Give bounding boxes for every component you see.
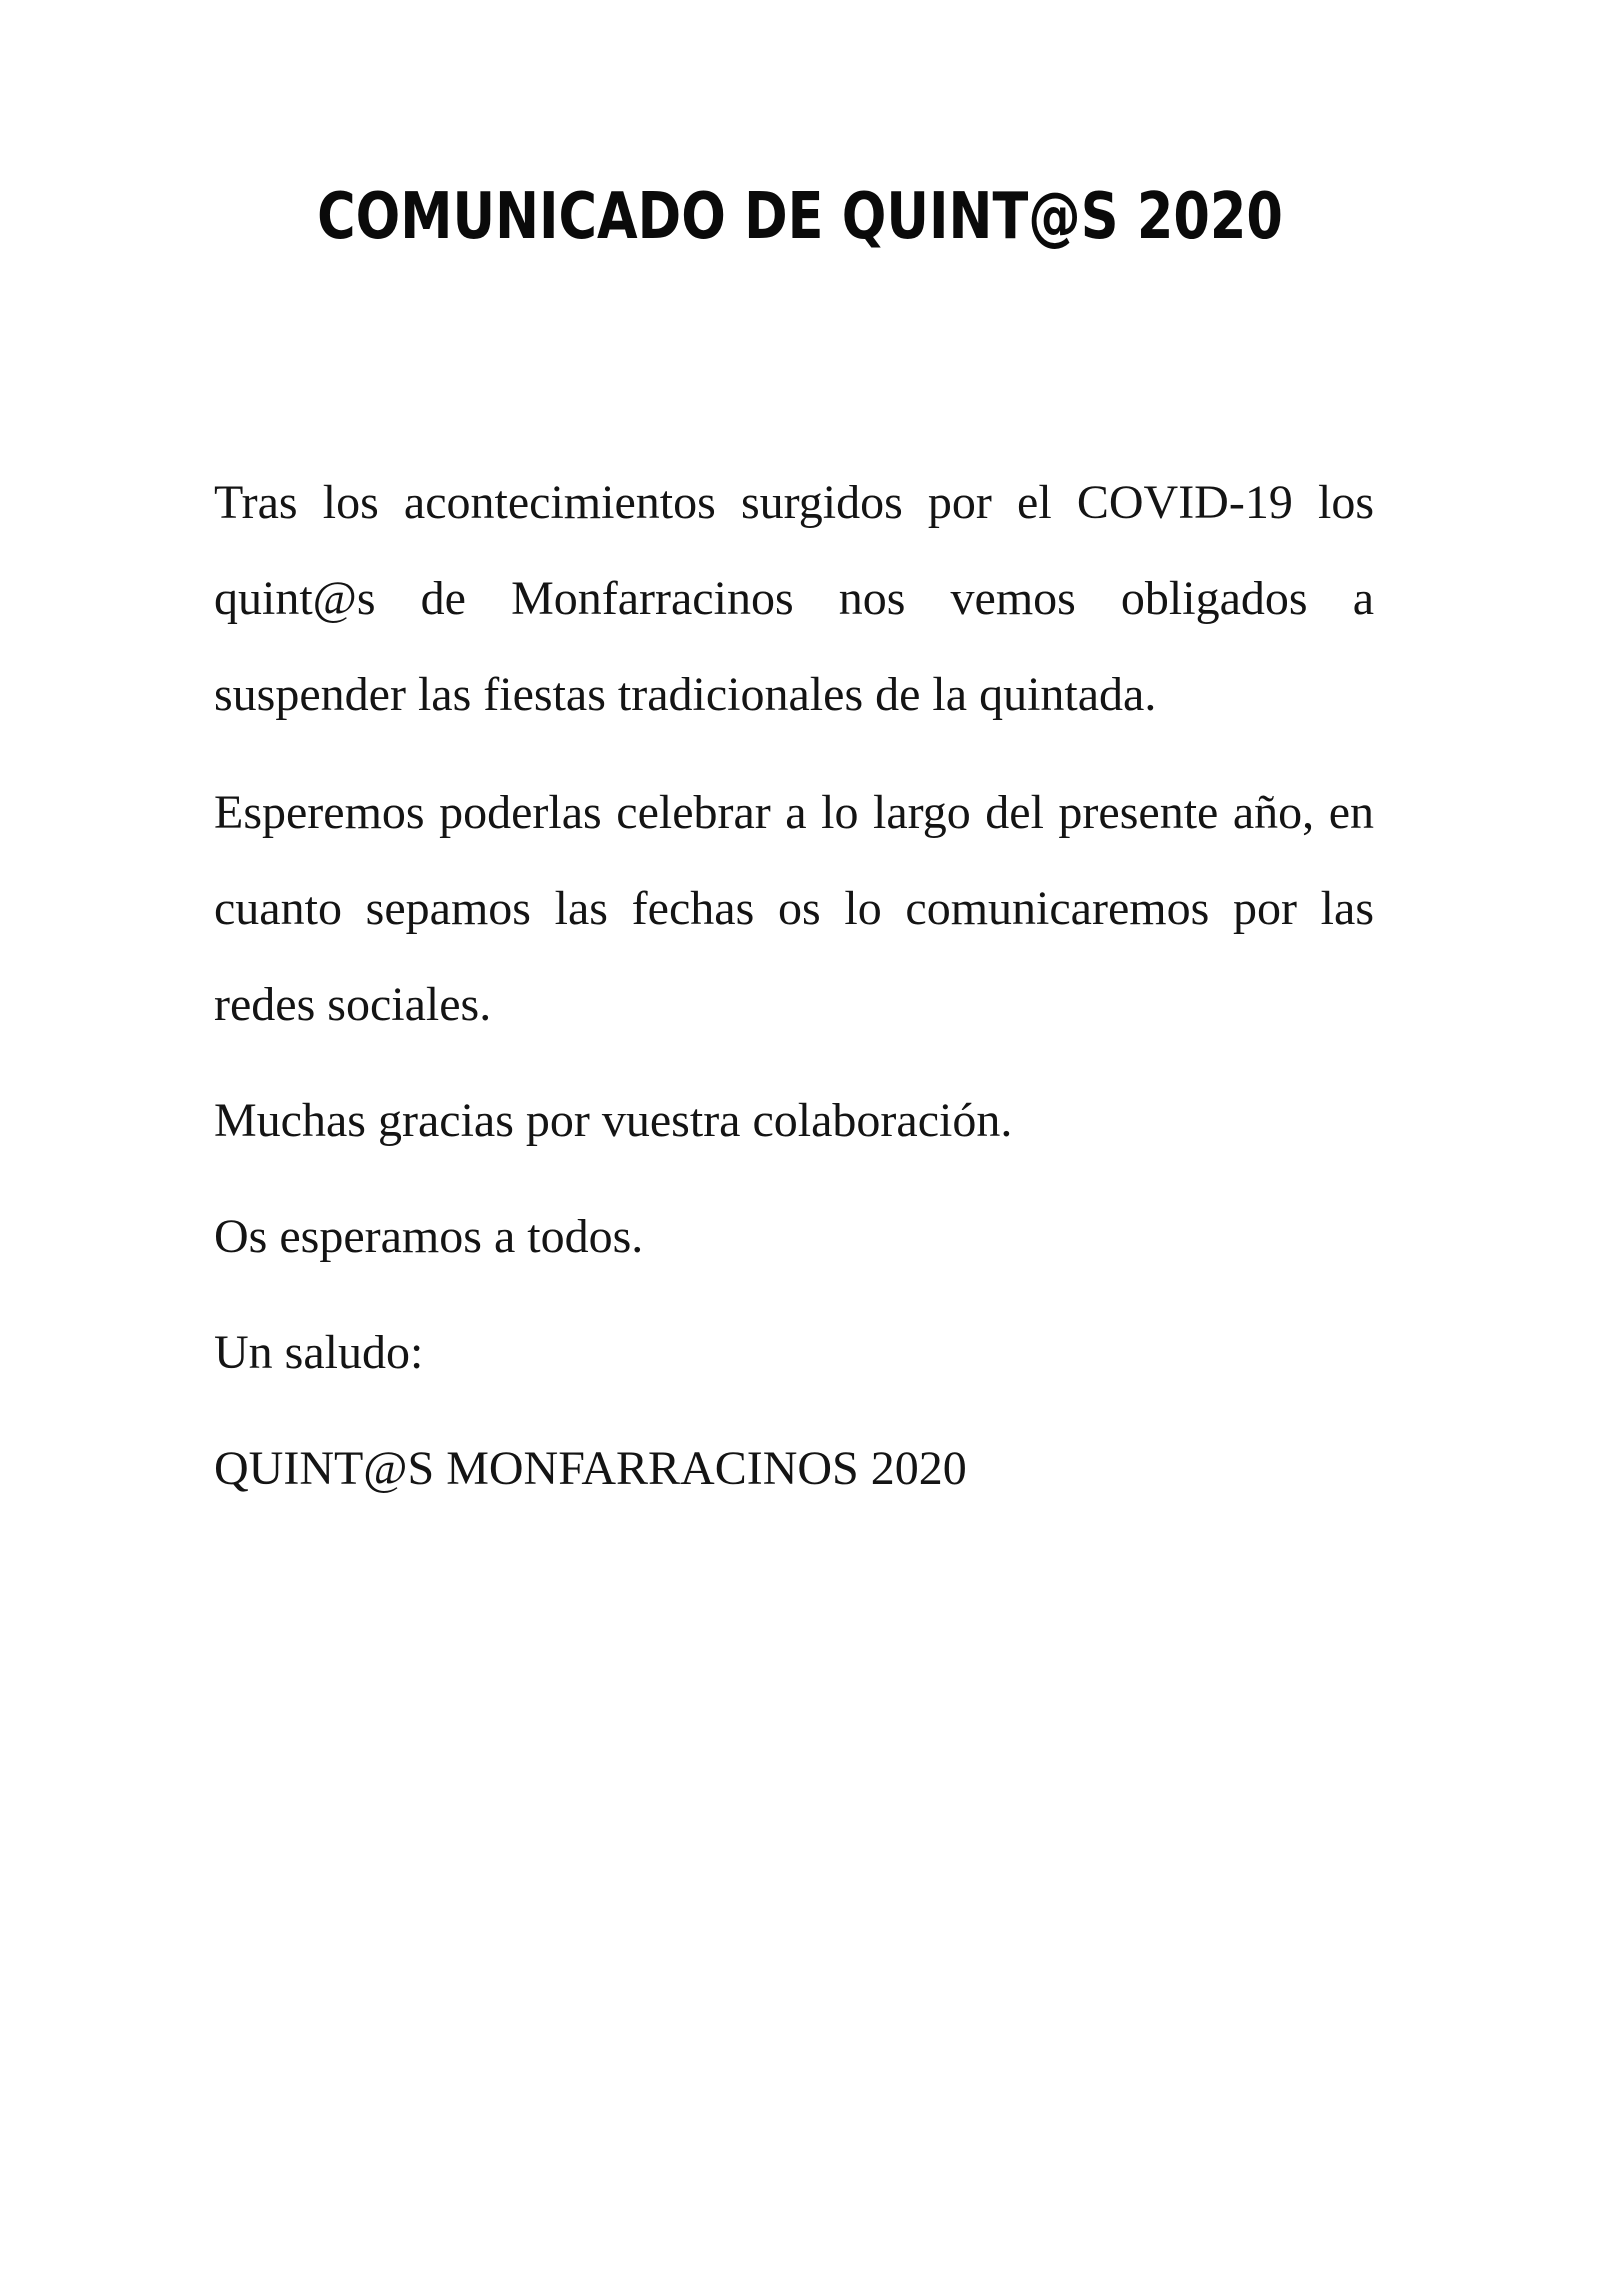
document-signature: QUINT@S MONFARRACINOS 2020 (214, 1442, 967, 1495)
paragraph-farewell: Os esperamos a todos. (214, 1210, 644, 1263)
paragraph-greeting: Un saludo: (214, 1326, 424, 1379)
document-body (214, 455, 1374, 1515)
paragraph-covid-notice: Tras los acontecimientos surgidos por el COVID-19 los quint@s de Monfarracinos nos vemos obligados a suspender las fiestas tradicionales de la quintada. (214, 476, 1374, 721)
paragraph-thanks: Muchas gracias por vuestra colaboración. (214, 1094, 1013, 1147)
paragraph-celebration-plans: Esperemos poderlas celebrar a lo largo del presente año, en cuanto sepamos las fechas os lo comunicaremos por las redes sociales. (214, 786, 1374, 1031)
document-title: COMUNICADO DE QUINT@S 2020 (317, 180, 1283, 254)
